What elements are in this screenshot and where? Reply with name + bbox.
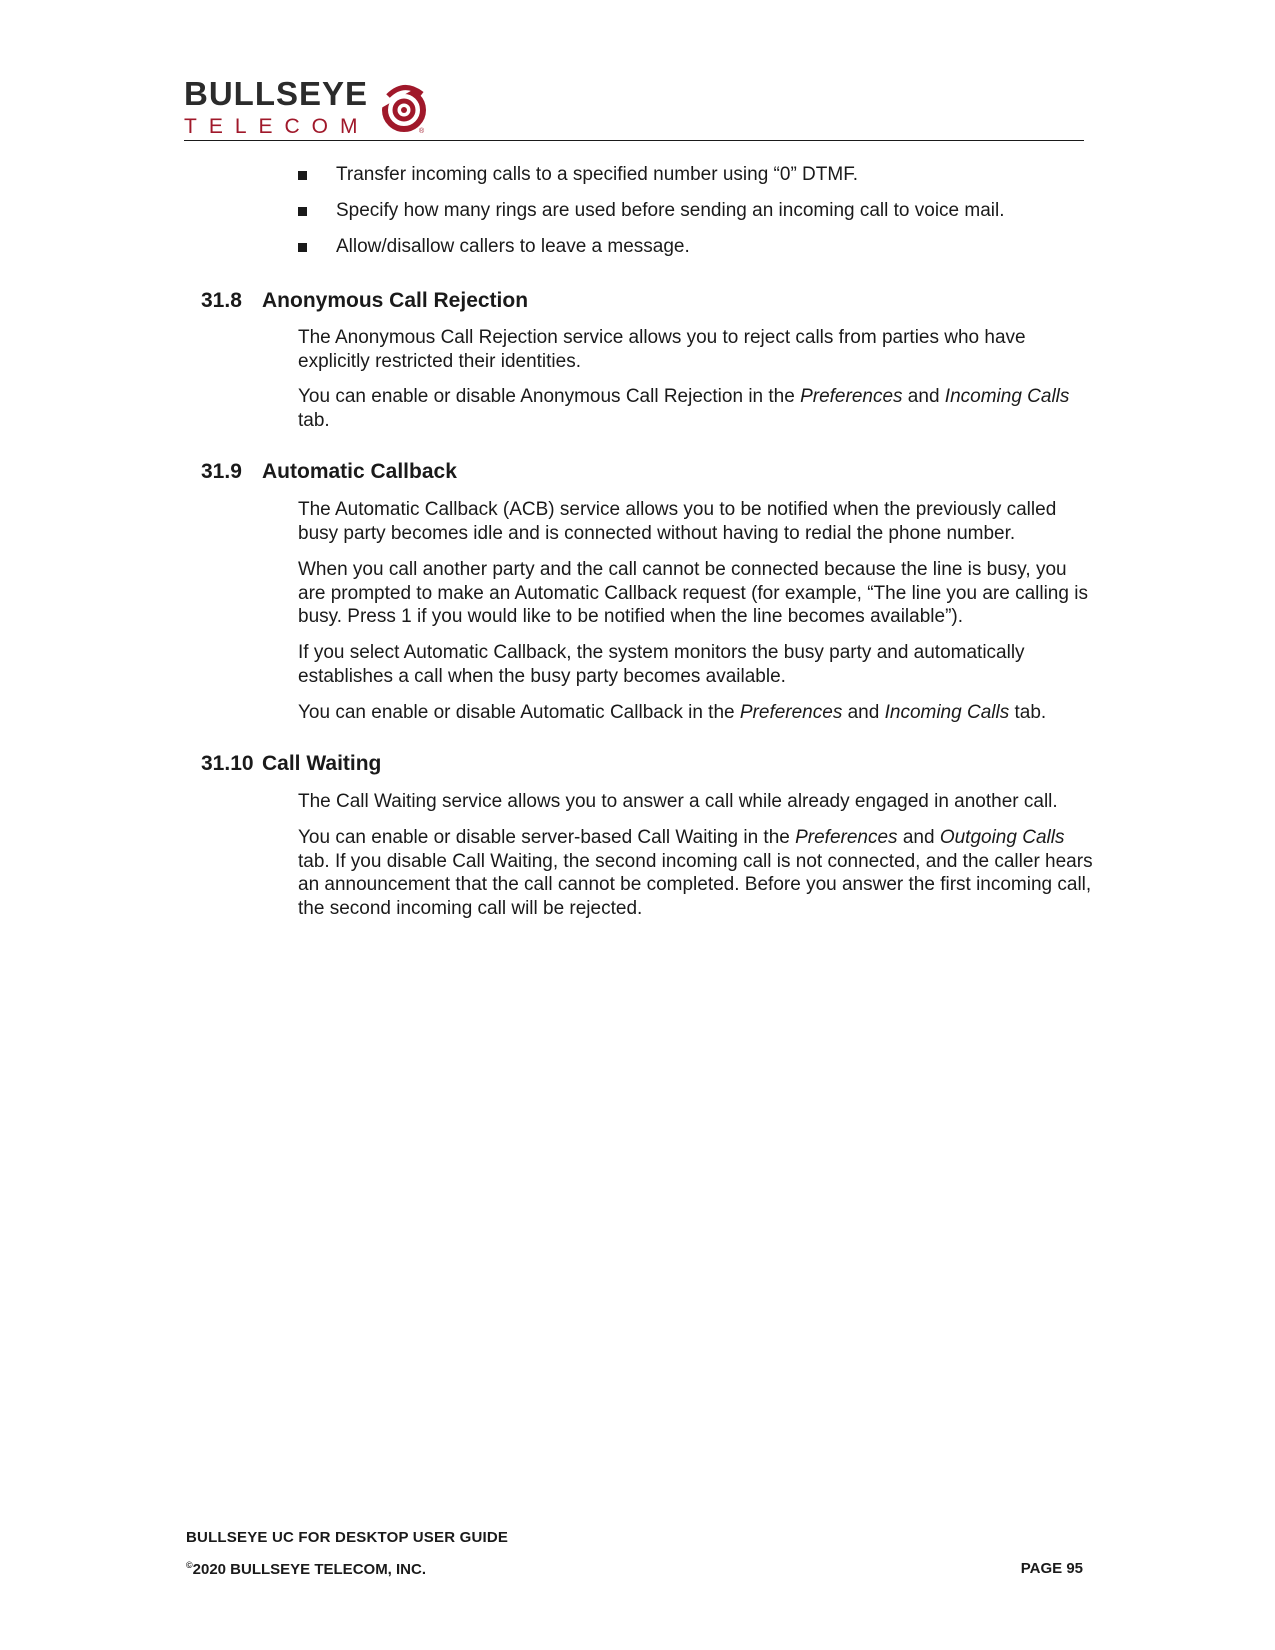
paragraph: If you select Automatic Callback, the system monitors the busy party and automatically establishes a call when the busy party becomes available. xyxy=(298,642,1025,687)
bullseye-telecom-logo xyxy=(184,76,444,136)
paragraph: You can enable or disable server-based Call Waiting in the Preferences and Outgoing Calls tab. If you disable Call Waiting, the second incoming call is not connected, and the caller hears an announcement that the call cannot be completed. Before you answer the first incoming call, the second incoming call will be rejected. xyxy=(298,827,1093,919)
logo-wordmark-bullseye: BULLSEYE xyxy=(184,75,369,112)
paragraph: The Anonymous Call Rejection service allows you to reject calls from parties who have explicitly restricted their identities. xyxy=(298,327,1026,372)
page-header xyxy=(184,70,1084,140)
paragraph: You can enable or disable Anonymous Call Rejection in the Preferences and Incoming Calls tab. xyxy=(298,386,1070,431)
logo-wordmark-telecom: TELECOM xyxy=(184,115,370,138)
square-bullet-icon xyxy=(298,171,307,180)
header-rule xyxy=(184,140,1084,141)
paragraph: You can enable or disable Automatic Callback in the Preferences and Incoming Calls tab. xyxy=(298,702,1047,723)
feature-bullet-list xyxy=(298,164,1098,272)
paragraph: When you call another party and the call cannot be connected because the line is busy, you are prompted to make an Automatic Callback request (for example, “The line you are calling is busy. Press 1 if you would like to be notified when the line becomes available”). xyxy=(298,559,1088,627)
section-heading: 31.9 Automatic Callback xyxy=(201,460,457,483)
footer-copyright: ©2020 BULLSEYE TELECOM, INC. xyxy=(186,1560,427,1578)
square-bullet-icon xyxy=(298,207,307,216)
footer-document-title: BULLSEYE UC FOR DESKTOP USER GUIDE xyxy=(186,1529,509,1546)
registered-mark: ® xyxy=(419,128,425,135)
square-bullet-icon xyxy=(298,243,307,252)
page-number: PAGE 95 xyxy=(1020,1560,1083,1577)
list-item: Allow/disallow callers to leave a message. xyxy=(298,236,1098,258)
paragraph: The Automatic Callback (ACB) service allows you to be notified when the previously called busy party becomes idle and is connected without having to redial the phone number. xyxy=(298,499,1057,544)
section-heading: 31.10 Call Waiting xyxy=(201,752,382,775)
list-item: Transfer incoming calls to a specified number using “0” DTMF. xyxy=(298,164,1098,186)
bullseye-target-icon xyxy=(380,82,430,132)
list-item: Specify how many rings are used before sending an incoming call to voice mail. xyxy=(298,200,1098,222)
section-heading: 31.8 Anonymous Call Rejection xyxy=(201,289,529,312)
paragraph: The Call Waiting service allows you to answer a call while already engaged in another call. xyxy=(298,791,1058,812)
